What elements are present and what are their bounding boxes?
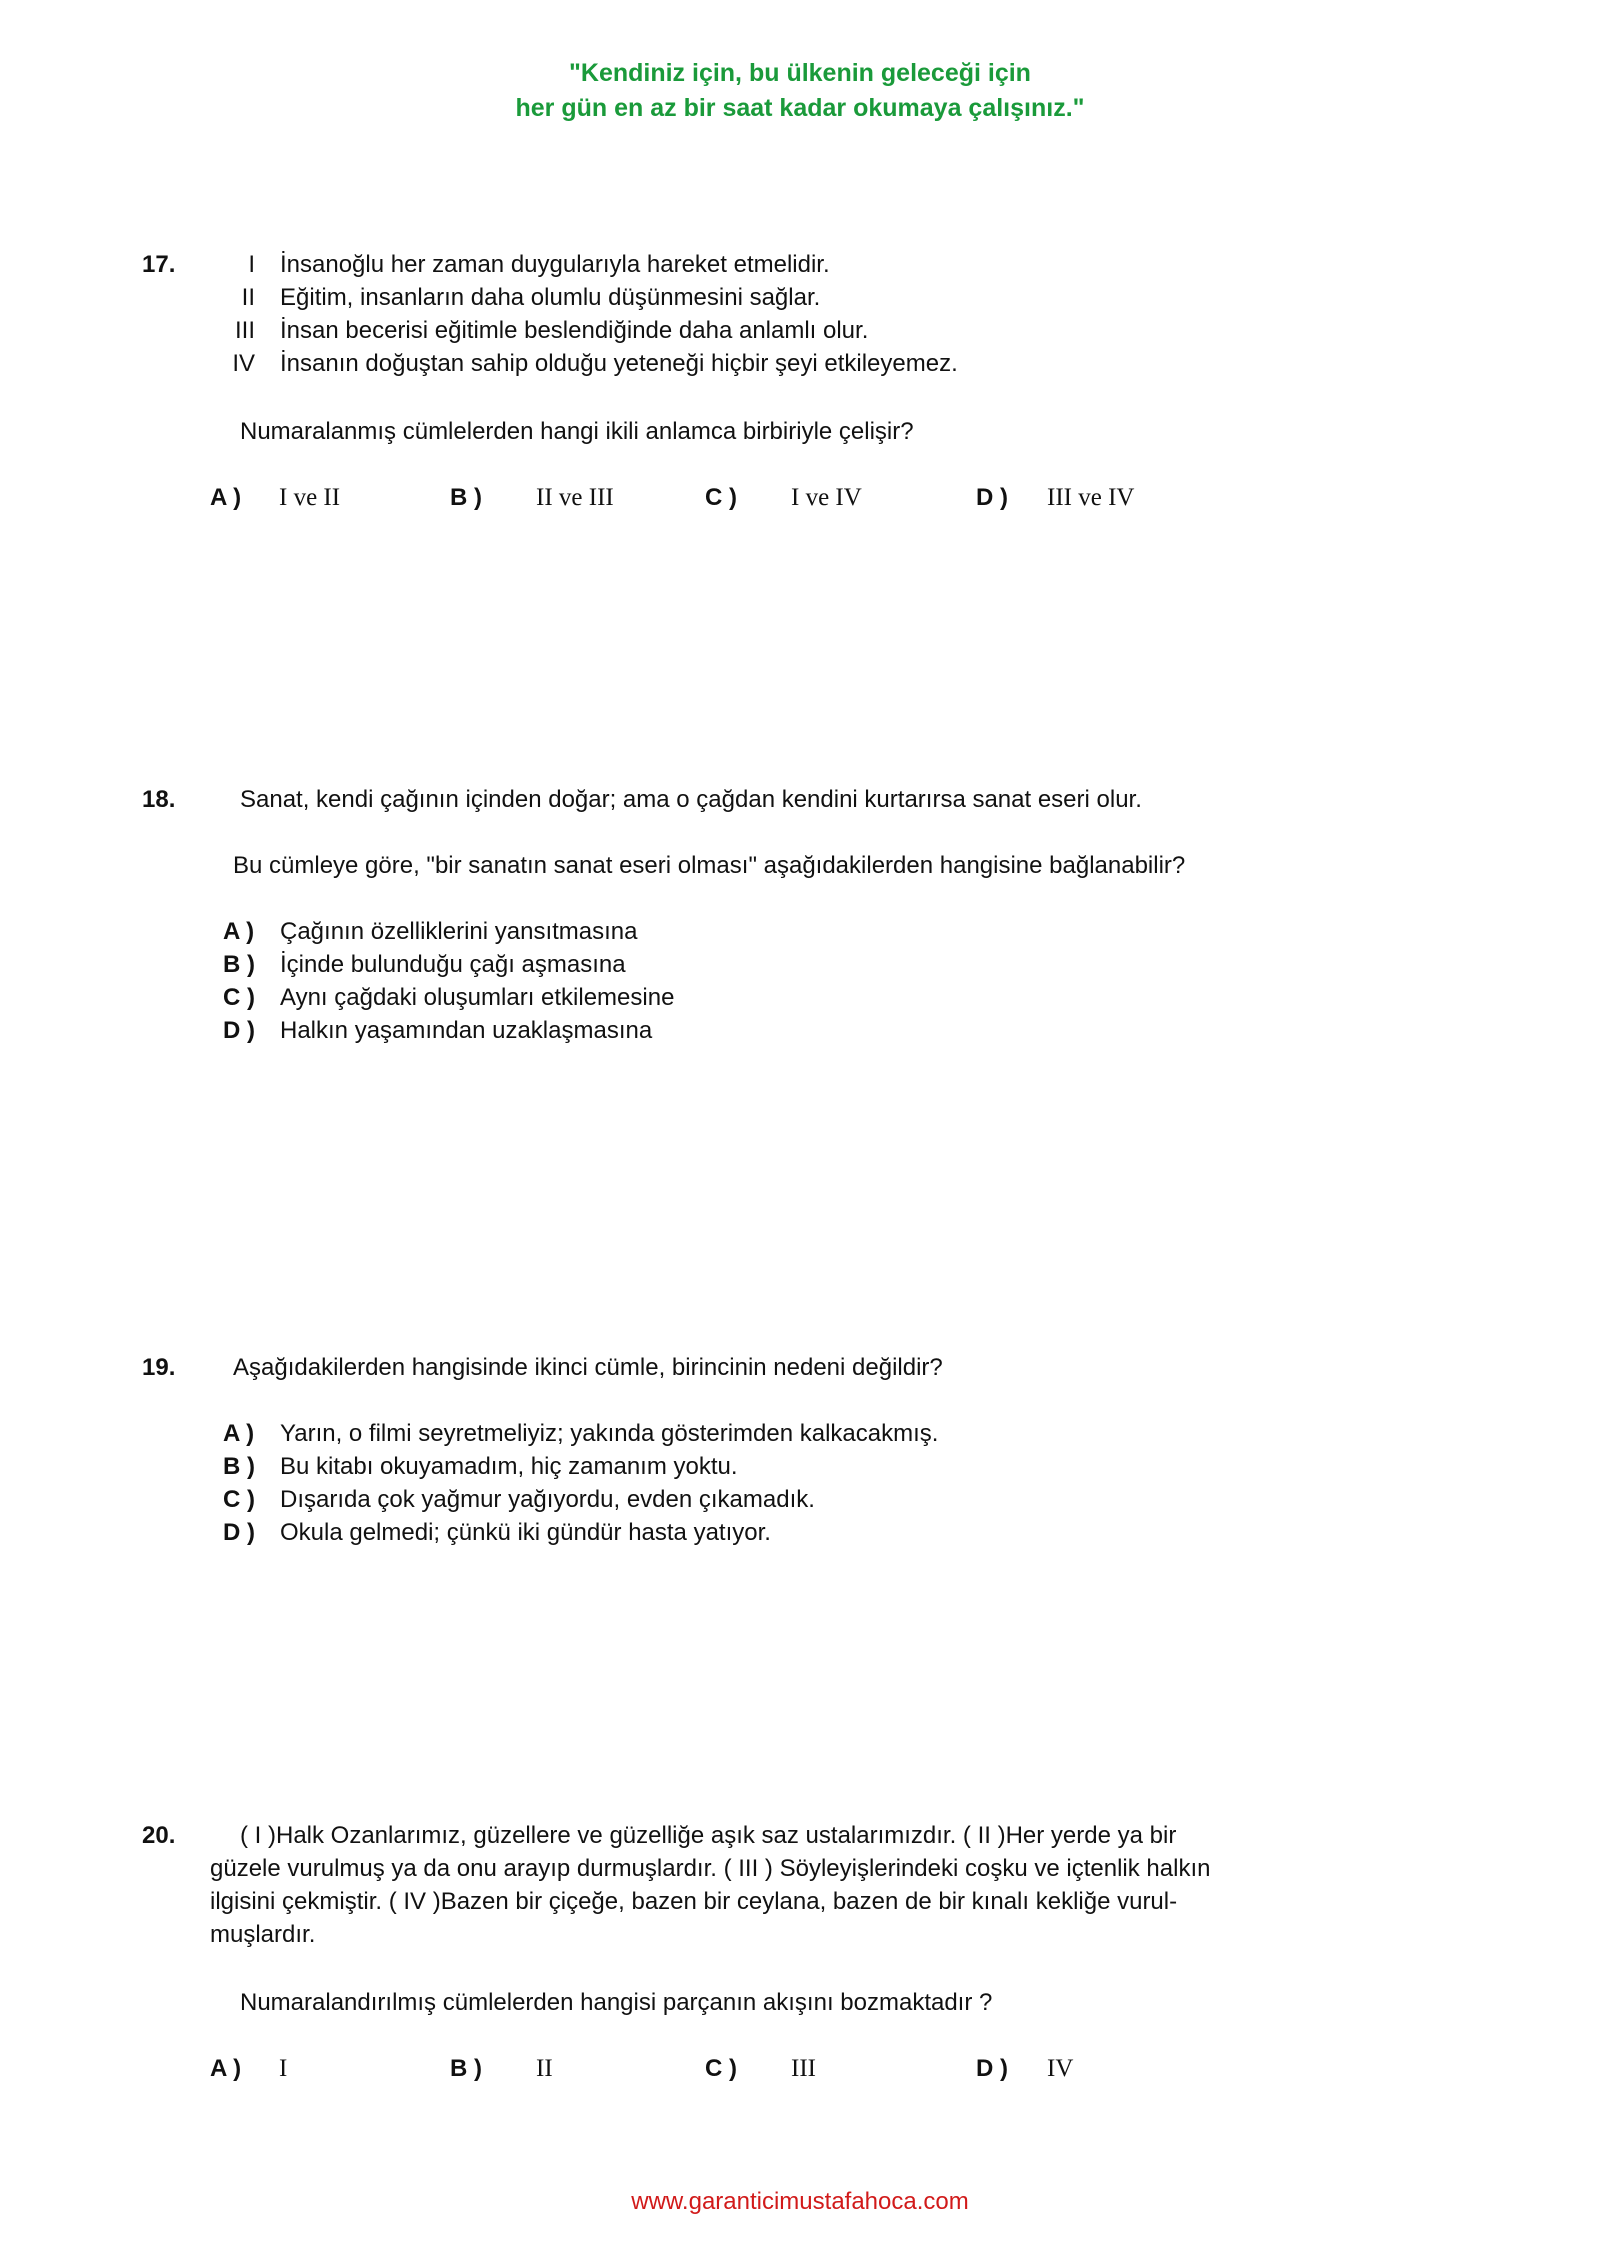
passage-line: güzele vurulmuş ya da onu arayıp durmuşlardır. ( III ) Söyleyişlerindeki coşku ve içtenlik halkın — [210, 1855, 1211, 1882]
option-text-d[interactable]: IV — [1047, 2055, 1074, 2082]
statement-text: Eğitim, insanların daha olumlu düşünmesini sağlar. — [280, 284, 821, 311]
option-text-d[interactable]: Okula gelmedi; çünkü iki gündür hasta yatıyor. — [280, 1519, 771, 1546]
option-text-b[interactable]: II — [536, 2055, 553, 2082]
option-text-d[interactable]: III ve IV — [1047, 484, 1135, 511]
roman-numeral: II — [241, 284, 255, 311]
footer-website-link[interactable]: www.garanticimustafahoca.com — [631, 2188, 969, 2215]
question-number: 18. — [142, 786, 176, 813]
option-letter-c[interactable]: C ) — [705, 2055, 737, 2082]
question-text: Numaralanmış cümlelerden hangi ikili anlamca birbiriyle çelişir? — [240, 418, 914, 445]
option-text-a[interactable]: Yarın, o filmi seyretmeliyiz; yakında gösterimden kalkacakmış. — [280, 1420, 939, 1447]
option-letter-b[interactable]: B ) — [223, 951, 255, 978]
statement-text: İnsanın doğuştan sahip olduğu yeteneği hiçbir şeyi etkileyemez. — [280, 350, 958, 377]
option-text-c[interactable]: Dışarıda çok yağmur yağıyordu, evden çıkamadık. — [280, 1486, 815, 1513]
passage-line: ( I )Halk Ozanlarımız, güzellere ve güzelliğe aşık saz ustalarımızdır. ( II )Her yerde ya bir — [240, 1822, 1177, 1849]
roman-numeral: IV — [232, 350, 255, 377]
option-text-d[interactable]: Halkın yaşamından uzaklaşmasına — [280, 1017, 653, 1044]
roman-numeral: I — [248, 251, 255, 278]
question-text: Aşağıdakilerden hangisinde ikinci cümle, birincinin nedeni değildir? — [233, 1354, 943, 1381]
option-text-c[interactable]: I ve IV — [791, 484, 862, 511]
question-number: 17. — [142, 251, 176, 278]
option-letter-d[interactable]: D ) — [223, 1519, 255, 1546]
header-line-2: her gün en az bir saat kadar okumaya çalışınız." — [515, 94, 1085, 122]
motivational-header — [0, 56, 1600, 126]
option-letter-b[interactable]: B ) — [450, 2055, 482, 2082]
option-letter-b[interactable]: B ) — [223, 1453, 255, 1480]
roman-numeral: III — [234, 317, 255, 344]
option-letter-a[interactable]: A ) — [210, 484, 242, 511]
question-number: 19. — [142, 1354, 176, 1381]
option-letter-a[interactable]: A ) — [210, 2055, 242, 2082]
question-number: 20. — [142, 1822, 176, 1849]
passage-line: muşlardır. — [210, 1921, 316, 1948]
option-letter-a[interactable]: A ) — [223, 1420, 255, 1447]
option-text-a[interactable]: I ve II — [279, 484, 341, 511]
option-letter-d[interactable]: D ) — [976, 484, 1008, 511]
option-text-a[interactable]: Çağının özelliklerini yansıtmasına — [280, 918, 638, 945]
option-text-b[interactable]: II ve III — [536, 484, 614, 511]
question-text: Numaralandırılmış cümlelerden hangisi parçanın akışını bozmaktadır ? — [240, 1989, 993, 2016]
option-text-c[interactable]: Aynı çağdaki oluşumları etkilemesine — [280, 984, 675, 1011]
option-letter-c[interactable]: C ) — [705, 484, 737, 511]
option-letter-c[interactable]: C ) — [223, 1486, 255, 1513]
statement-text: İnsanoğlu her zaman duygularıyla hareket etmelidir. — [280, 251, 830, 278]
option-text-a[interactable]: I — [279, 2055, 288, 2082]
option-text-b[interactable]: İçinde bulunduğu çağı aşmasına — [280, 951, 626, 978]
question-text: Bu cümleye göre, "bir sanatın sanat eseri olması" aşağıdakilerden hangisine bağlanabilir? — [233, 852, 1186, 879]
option-text-b[interactable]: Bu kitabı okuyamadım, hiç zamanım yoktu. — [280, 1453, 738, 1480]
option-text-c[interactable]: III — [791, 2055, 816, 2082]
option-letter-a[interactable]: A ) — [223, 918, 255, 945]
header-line-1: "Kendiniz için, bu ülkenin geleceği için — [569, 59, 1031, 87]
statement-text: İnsan becerisi eğitimle beslendiğinde daha anlamlı olur. — [280, 317, 869, 344]
option-letter-d[interactable]: D ) — [223, 1017, 255, 1044]
passage-line: ilgisini çekmiştir. ( IV )Bazen bir çiçeğe, bazen bir ceylana, bazen de bir kınalı kekliğe vurul- — [210, 1888, 1178, 1915]
statement-text: Sanat, kendi çağının içinden doğar; ama o çağdan kendini kurtarırsa sanat eseri olur. — [240, 786, 1142, 813]
option-letter-c[interactable]: C ) — [223, 984, 255, 1011]
option-letter-b[interactable]: B ) — [450, 484, 482, 511]
option-letter-d[interactable]: D ) — [976, 2055, 1008, 2082]
